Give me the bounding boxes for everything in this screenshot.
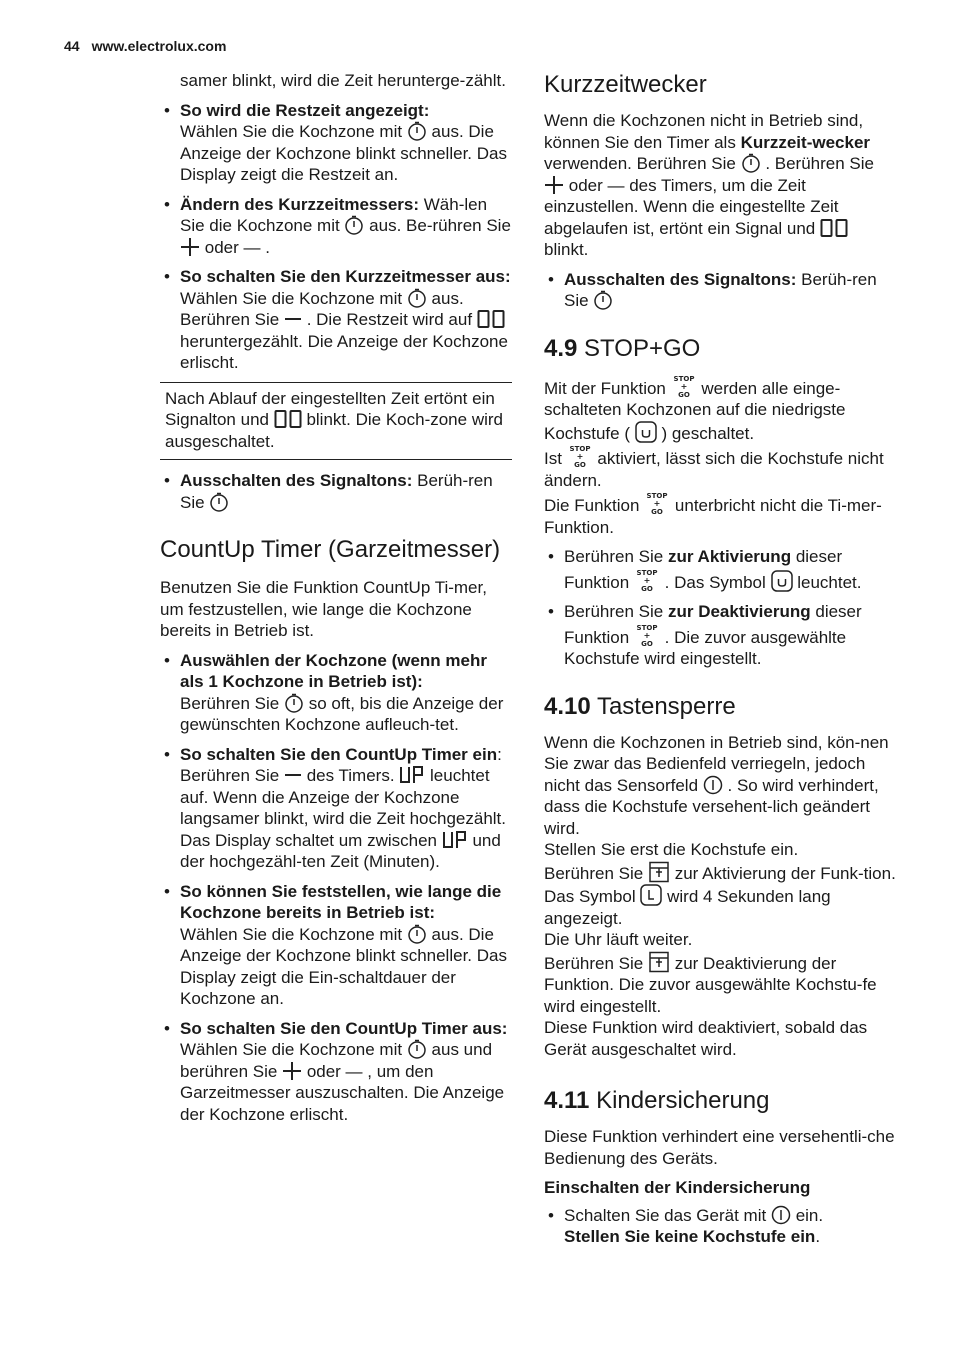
section-number: 4.10: [544, 692, 591, 720]
list-item: [160, 266, 512, 374]
power-on-icon: [703, 775, 723, 795]
timer-icon: [209, 492, 229, 512]
list-item: [160, 650, 512, 736]
svg-text:+: +: [576, 452, 584, 461]
item-text: Berüh-ren Sie: [564, 269, 877, 310]
paragraph: [544, 861, 896, 930]
para-text: Berühren Sie: [544, 863, 644, 883]
note-text: blinkt. Die Koch-zone wird ausgeschaltet.: [165, 410, 503, 451]
power-on-icon: [771, 1205, 791, 1225]
item-text: Wählen Sie die Kochzone mit: [180, 122, 403, 141]
display-00-icon: [477, 309, 505, 329]
section-number: 4.9: [544, 334, 578, 362]
svg-text:+: +: [653, 499, 661, 508]
paragraph: [544, 444, 896, 491]
section-title: Kindersicherung: [596, 1087, 770, 1114]
item-text: aus. Die Anzeige der Kochzone blinkt schneller. Das Display zeigt die Ein-schaltdauer der Kochzone an.: [180, 924, 507, 1008]
page-number: 44: [64, 38, 80, 54]
lock-key-icon: [648, 951, 670, 973]
plus-icon: [282, 1061, 302, 1081]
item-text: leuchtet.: [797, 572, 862, 592]
para-text: werden alle einge-schalteten Kochzonen auf die niedrigste Kochstufe (: [544, 378, 846, 443]
timer-icon: [407, 1039, 427, 1059]
svg-text:STOP: STOP: [636, 568, 658, 577]
para-text: verwenden. Berühren Sie: [544, 154, 736, 173]
svg-text:GO: GO: [677, 390, 690, 398]
display-00-icon: [274, 409, 302, 429]
item-text: und der hochgezähl-ten Zeit (Minuten).: [180, 830, 501, 871]
svg-text:STOP: STOP: [646, 492, 668, 500]
list-item: [544, 269, 896, 312]
item-text: Berühren Sie: [564, 547, 664, 566]
paragraph: Benutzen Sie die Funktion CountUp Ti-mer, um festzustellen, wie lange die Kochzone bereits in Betrieb ist.: [160, 578, 487, 640]
svg-text:STOP: STOP: [636, 623, 658, 632]
section-heading: CountUp Timer (Garzeitmesser): [160, 536, 501, 563]
item-heading: So schalten Sie den CountUp Timer ein: [180, 744, 498, 764]
item-bold: zur Deaktivierung: [667, 602, 811, 621]
item-text: : Berühren Sie: [180, 744, 502, 785]
subheading: Einschalten der Kindersicherung: [544, 1178, 811, 1197]
timer-icon: [593, 290, 613, 310]
item-text: .: [815, 1227, 821, 1246]
paragraph: Diese Funktion wird deaktiviert, sobald das Gerät ausgeschaltet wird.: [544, 1018, 868, 1059]
section-title: Tastensperre: [596, 692, 736, 720]
left-column: [160, 70, 512, 1133]
para-text: Ist: [544, 449, 562, 468]
item-text: heruntergezählt. Die Anzeige der Kochzone erlischt.: [180, 331, 508, 372]
para-text: Wenn die Kochzonen in Betrieb sind, kön-nen Sie zwar das Bedienfeld verriegeln, jedoch nicht das Sensorfeld: [544, 732, 889, 795]
item-text: des Timers.: [306, 766, 395, 785]
item-text: Schalten Sie das Gerät mit: [564, 1205, 767, 1225]
display-up-icon: [399, 765, 425, 785]
list-item: [160, 1018, 512, 1126]
item-text: Berühren Sie: [564, 602, 664, 621]
minus-icon: [284, 765, 302, 785]
item-text: Wäh-len Sie die Kochzone mit: [180, 194, 488, 235]
timer-icon: [407, 121, 427, 141]
stop-go-icon: [567, 444, 593, 468]
item-heading: Auswählen der Kochzone (wenn mehr als 1 Kochzone in Betrieb ist):: [180, 650, 487, 691]
svg-text:+: +: [643, 630, 651, 640]
stop-go-icon: [634, 568, 660, 592]
para-text: . Berühren Sie: [765, 154, 874, 173]
section-heading: [544, 1086, 896, 1116]
item-text: aus und berühren Sie: [180, 1040, 493, 1081]
list-item: [544, 546, 896, 593]
item-heading: Ändern des Kurzzeitmessers:: [180, 194, 420, 214]
paragraph: [544, 732, 896, 840]
item-text: Wählen Sie die Kochzone mit: [180, 1040, 403, 1059]
paragraph: [544, 110, 896, 261]
page-header: [64, 38, 238, 54]
item-text: so oft, bis die Anzeige der gewünschten Kochzone aufleuch-tet.: [180, 693, 504, 734]
paragraph: [544, 491, 896, 538]
item-text: Wählen Sie die Kochzone mit: [180, 924, 403, 944]
timer-icon: [284, 693, 304, 713]
list-item: [544, 601, 896, 670]
list-item: [160, 194, 512, 259]
list-item: [544, 1205, 896, 1248]
para-text: Die Funktion: [544, 496, 640, 515]
lock-key-icon: [648, 861, 670, 883]
item-heading: So schalten Sie den CountUp Timer aus:: [180, 1018, 508, 1038]
paragraph: Diese Funktion verhindert eine versehentli-che Bedienung des Geräts.: [544, 1127, 895, 1168]
paragraph: samer blinkt, wird die Zeit herunterge-zählt.: [180, 71, 506, 90]
para-text: Berühren Sie: [544, 953, 644, 973]
item-text: aus. Berühren Sie: [180, 288, 464, 329]
para-text: wird 4 Sekunden lang angezeigt.: [544, 887, 831, 928]
section-title: STOP+GO: [584, 334, 701, 362]
list-item: [160, 470, 512, 513]
item-heading: Ausschalten des Signaltons:: [564, 269, 797, 289]
item-text: Berüh-ren Sie: [180, 471, 493, 512]
item-text: dieser Funktion: [564, 602, 862, 647]
para-text: Wenn die Kochzonen nicht in Betrieb sind, können Sie den Timer als: [544, 111, 864, 152]
item-heading: So wird die Restzeit angezeigt:: [180, 100, 430, 120]
note-box: [160, 382, 512, 461]
svg-text:GO: GO: [641, 584, 653, 592]
item-text: Wählen Sie die Kochzone mit: [180, 288, 403, 308]
plus-icon: [544, 175, 564, 195]
power-level-u-icon: [635, 421, 657, 443]
display-up-icon: [442, 830, 468, 850]
minus-icon: [284, 309, 302, 329]
stop-go-icon: [634, 623, 660, 647]
svg-text:STOP: STOP: [569, 445, 591, 453]
para-text: . So wird verhindert, dass die Kochstufe versehent-lich geändert wird.: [544, 775, 879, 838]
item-text: dieser Funktion: [564, 547, 843, 592]
para-text: unterbricht nicht die Ti-mer-Funktion.: [544, 496, 882, 537]
para-text: blinkt.: [544, 240, 589, 259]
paragraph: Stellen Sie erst die Kochstufe ein.: [544, 840, 799, 859]
list-item: [160, 100, 512, 186]
svg-text:GO: GO: [651, 508, 664, 515]
para-bold: Kurzzeit-wecker: [740, 132, 871, 152]
timer-icon: [344, 215, 364, 235]
stop-go-icon: [671, 374, 697, 398]
stop-go-icon: [644, 491, 670, 515]
right-column: [544, 70, 896, 1256]
para-text: aktiviert, lässt sich die Kochstufe nicht ändern.: [544, 449, 884, 490]
item-heading: Ausschalten des Signaltons:: [180, 471, 413, 490]
para-text: ) geschaltet.: [661, 423, 755, 443]
svg-text:+: +: [643, 575, 651, 585]
list-item: [160, 744, 512, 873]
section-heading: [544, 692, 896, 722]
item-text: Berühren Sie: [180, 693, 280, 713]
timer-icon: [741, 153, 761, 173]
paragraph: Die Uhr läuft weiter.: [544, 930, 693, 949]
power-level-u-icon: [771, 570, 793, 592]
display-00-icon: [820, 218, 848, 238]
para-text: oder — des Timers, um die Zeit einzustellen. Wenn die eingestellte Zeit abgelaufen ist, ertönt ein Signal und: [544, 175, 839, 238]
item-heading: So schalten Sie den Kurzzeitmesser aus:: [180, 267, 511, 286]
item-bold: zur Aktivierung: [667, 547, 792, 566]
note-text: Nach Ablauf der eingestellten Zeit ertönt ein Signalton und: [165, 388, 495, 429]
item-bold: Stellen Sie keine Kochstufe ein: [564, 1227, 816, 1246]
site-url: www.electrolux.com: [91, 38, 227, 54]
section-heading: Kurzzeitwecker: [544, 71, 707, 98]
item-text: oder — .: [204, 237, 270, 257]
item-text: . Das Symbol: [664, 572, 766, 592]
timer-icon: [407, 288, 427, 308]
item-text: aus. Be-rühren Sie: [369, 216, 511, 235]
para-text: zur Aktivierung der Funk-tion. Das Symbol: [544, 863, 896, 906]
paragraph: [544, 951, 896, 1018]
list-item: [160, 881, 512, 1010]
item-heading: So können Sie feststellen, wie lange die Kochzone bereits in Betrieb ist:: [180, 881, 502, 922]
item-text: leuchtet auf. Wenn die Anzeige der Kochzone langsamer blinkt, wird die Zeit hochgezählt. Das Display schaltet um zwischen: [180, 766, 506, 850]
item-text: aus. Die Anzeige der Kochzone blinkt schneller. Das Display zeigt die Restzeit an.: [180, 122, 507, 184]
item-text: . Die Restzeit wird auf: [306, 310, 473, 329]
timer-icon: [407, 924, 427, 944]
paragraph: [544, 374, 896, 445]
svg-text:STOP: STOP: [673, 374, 695, 383]
item-text: ein.: [795, 1205, 824, 1225]
para-text: zur Deaktivierung der Funktion. Die zuvor ausgewählte Kochstu-fe wird eingestellt.: [544, 953, 877, 1016]
item-text: oder — , um den Garzeitmesser auszuschalten. Die Anzeige der Kochzone erlischt.: [180, 1061, 505, 1124]
plus-icon: [180, 237, 200, 257]
para-text: Mit der Funktion: [544, 378, 666, 398]
svg-text:GO: GO: [573, 461, 586, 468]
item-text: . Die zuvor ausgewählte Kochstufe wird eingestellt.: [564, 627, 847, 668]
svg-text:+: +: [680, 381, 687, 391]
section-heading: [544, 334, 896, 364]
svg-text:GO: GO: [641, 639, 653, 647]
lock-l-icon: [640, 884, 662, 906]
section-number: 4.11: [544, 1087, 590, 1114]
